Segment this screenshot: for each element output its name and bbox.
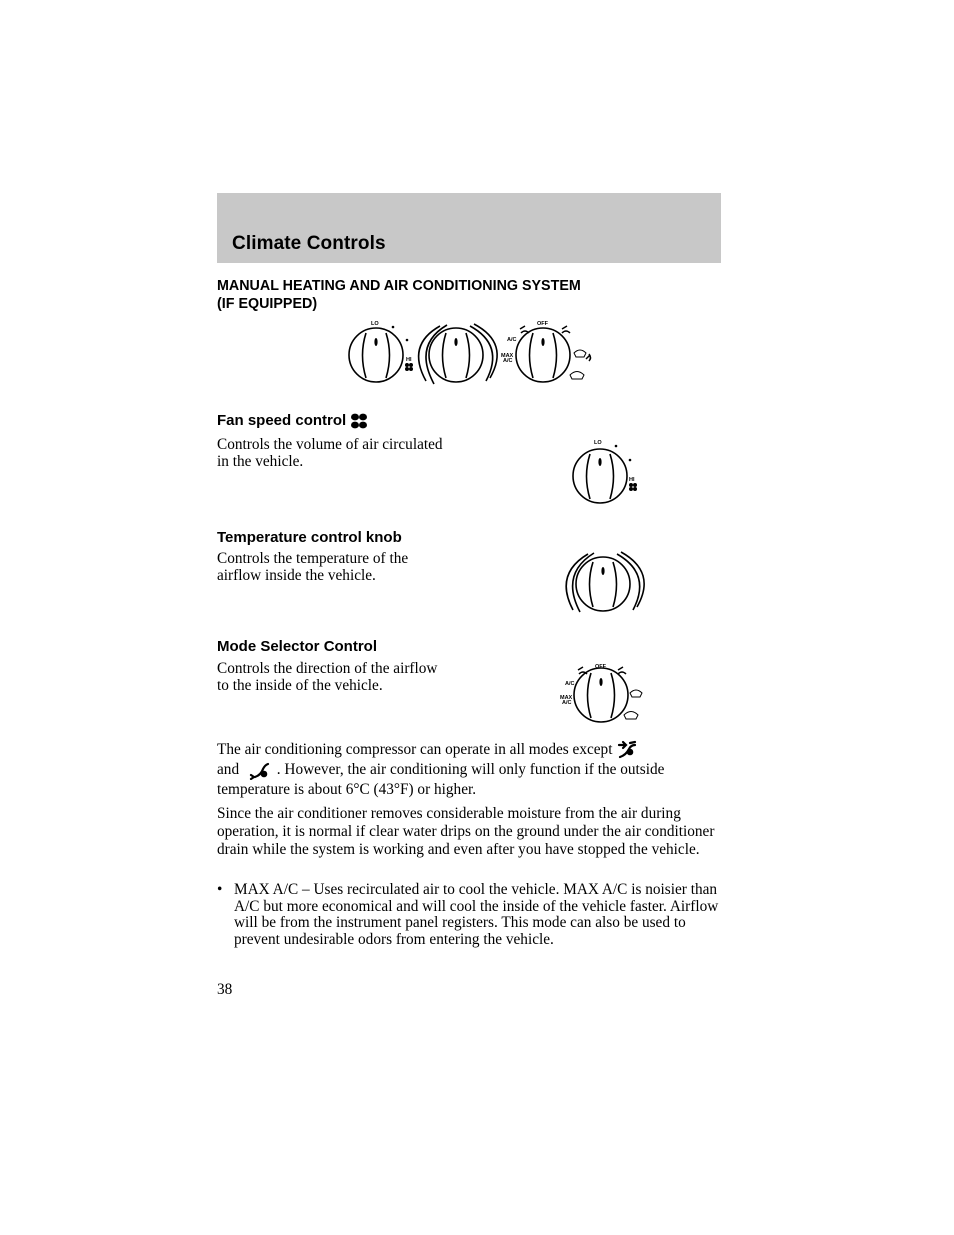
mode-knob-detail-illustration xyxy=(558,658,648,728)
temperature-description xyxy=(217,551,408,584)
mode-detail-off-label: OFF xyxy=(595,664,606,670)
mode-knob-illustration xyxy=(516,328,570,382)
paragraph-compressor-text-a: The air conditioning compressor can operate in all modes except xyxy=(217,741,613,758)
fan-knob-detail-illustration xyxy=(566,434,646,509)
panel-vent-icon xyxy=(520,326,570,333)
mode-max-ac-label: A/C xyxy=(503,358,513,364)
fan-detail-lo-label: LO xyxy=(594,440,602,446)
mode-max-label: MAX xyxy=(501,353,514,359)
control-panel-illustration xyxy=(340,315,600,390)
temperature-description-line2: airflow inside the vehicle. xyxy=(217,566,376,584)
mode-detail-ac-label: A/C xyxy=(565,681,575,687)
mode-description xyxy=(217,661,437,694)
section-title-line1: MANUAL HEATING AND AIR CONDITIONING SYSTEM xyxy=(217,278,581,294)
mode-heading: Mode Selector Control xyxy=(217,638,378,655)
paragraph-compressor-line1 xyxy=(217,740,722,760)
temperature-heading: Temperature control knob xyxy=(217,529,402,546)
fan-speed-heading xyxy=(217,412,368,430)
fan-detail-knob xyxy=(573,449,627,503)
mode-description-line2: to the inside of the vehicle. xyxy=(217,676,383,694)
page-title: Climate Controls xyxy=(232,233,386,254)
fan-lo-label: LO xyxy=(371,321,379,327)
fan-detail-icon xyxy=(629,483,637,491)
page-number: 38 xyxy=(217,981,233,998)
mode-detail-max-ac-label: A/C xyxy=(562,700,572,706)
mode-ac-label: A/C xyxy=(507,337,517,343)
fan-description-line1: Controls the volume of air circulated xyxy=(217,436,443,453)
fan-dot-2 xyxy=(406,339,409,342)
paragraph-compressor-line3: temperature is about 6°C (43°F) or higher. xyxy=(217,781,477,799)
fan-detail-dot-2 xyxy=(629,459,632,462)
floor-vent-icon xyxy=(243,762,273,780)
paragraph-compressor-line2 xyxy=(217,760,722,780)
temperature-knob-illustration xyxy=(419,324,498,384)
mode-detail-max-label: MAX xyxy=(560,695,573,701)
fan-description-line2: in the vehicle. xyxy=(217,452,304,470)
floor-vent-icon xyxy=(586,354,591,361)
section-title-line2: (IF EQUIPPED) xyxy=(217,296,318,312)
defrost-icon xyxy=(570,350,586,379)
paragraph-compressor-text-b: and xyxy=(217,761,240,779)
fan-description xyxy=(217,437,443,470)
mode-off-label: OFF xyxy=(537,321,548,327)
paragraph-compressor-text-c: . However, the air conditioning will only function if the outside xyxy=(276,761,665,779)
paragraph-compressor xyxy=(217,740,722,800)
fan-icon xyxy=(350,412,368,430)
bullet-text: MAX A/C – Uses recirculated air to cool the vehicle. MAX A/C is noisier than A/C but more economical and will cool the inside of the vehicle faster. Airflow will be from the instrument panel registers. This mode can also be used to prevent undesirable odors from entering the vehicle. xyxy=(234,881,719,948)
paragraph-moisture: Since the air conditioner removes considerable moisture from the air during operation, it is normal if clear water drips on the ground under the air conditioner drain while the system is working and even after you have stopped the vehicle. xyxy=(217,805,715,858)
mode-detail-knob xyxy=(574,668,628,722)
fan-hi-label: HI xyxy=(406,357,412,363)
bullet-marker: • xyxy=(217,881,223,898)
fan-dot-1 xyxy=(392,326,395,329)
temperature-description-line1: Controls the temperature of the xyxy=(217,550,409,567)
fan-knob-illustration xyxy=(349,328,403,382)
fan-icon xyxy=(405,363,413,371)
mode-description-line1: Controls the direction of the airflow xyxy=(217,660,438,677)
fan-detail-hi-label: HI xyxy=(629,477,635,483)
fan-speed-heading-text: Fan speed control xyxy=(217,412,347,429)
bullet-list-item xyxy=(217,882,722,966)
section-title xyxy=(217,277,581,313)
temperature-knob-detail-illustration xyxy=(560,548,650,618)
fan-detail-dot-1 xyxy=(615,445,618,448)
panel-vent-icon xyxy=(616,740,638,760)
